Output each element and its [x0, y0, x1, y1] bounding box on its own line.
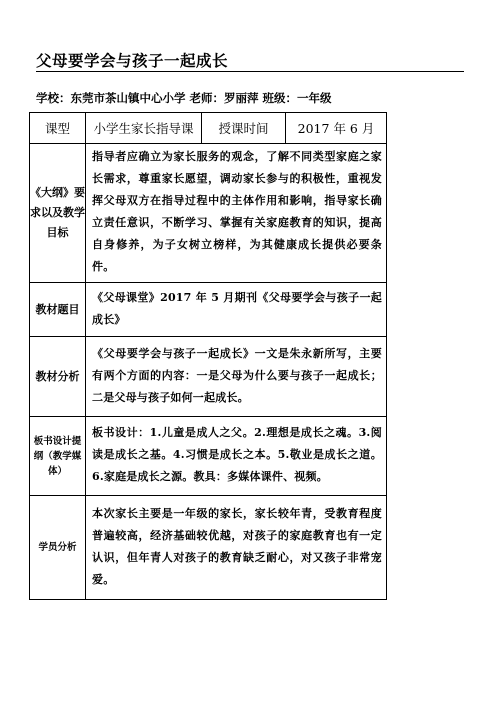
lesson-time-value: 2017 年 6 月: [286, 113, 387, 144]
row-content-learner-analysis: 本次家长主要是一年级的家长，家长较年青，受教育程度普遍较高，经济基础较优越，对孩子的家庭教育也有一定认识，但年青人对孩子的教育缺乏耐心，对又孩子非常宠爱。: [86, 496, 387, 600]
lesson-type-label: 课型: [30, 113, 86, 144]
row-label-material-analysis: 教材分析: [30, 337, 86, 417]
table-row: [30, 144, 387, 283]
row-content-objectives: 指导者应确立为家长服务的观念，了解不同类型家庭之家长需求，尊重家长愿望，调动家长参与的积极性，重视发挥父母双方在指导过程中的主体作用和影响，指导家长确立责任意识，不断学习、掌握有关家庭教育的知识，提高自身修养，为子女树立榜样，为其健康成长提供必要条件。: [86, 144, 387, 283]
table-row: [30, 337, 387, 417]
info-line: 学校：东莞市茶山镇中心小学 老师：罗丽萍 班级：一年级: [36, 91, 332, 105]
table-row: [30, 417, 387, 496]
row-label-material-title: 教材题目: [30, 283, 86, 337]
row-content-material-title: 《父母课堂》2017 年 5 月期刊《父母要学会与孩子一起成长》: [86, 283, 387, 337]
lesson-type-value: 小学生家长指导课: [86, 113, 202, 144]
title-divider: [36, 71, 464, 72]
row-label-board-design: 板书设计提纲（教学媒体）: [30, 417, 86, 496]
row-content-board-design: 板书设计：1.儿童是成人之父。2.理想是成长之魂。3.阅读是成长之基。4.习惯是成长之本。5.敬业是成长之道。6.家庭是成长之源。教具：多媒体课件、视频。: [86, 417, 387, 496]
lesson-plan-table: [29, 112, 387, 600]
row-label-objectives: 《大纲》要求以及教学目标: [30, 144, 86, 283]
row-content-material-analysis: 《父母要学会与孩子一起成长》一文是朱永新所写，主要有两个方面的内容：一是父母为什么要与孩子一起成长；二是父母与孩子如何一起成长。: [86, 337, 387, 417]
row-label-learner-analysis: 学员分析: [30, 496, 86, 600]
document-title: 父母要学会与孩子一起成长: [36, 52, 229, 70]
table-row: [30, 283, 387, 337]
table-row: [30, 496, 387, 600]
lesson-time-label: 授课时间: [202, 113, 286, 144]
header-row: [30, 113, 387, 144]
